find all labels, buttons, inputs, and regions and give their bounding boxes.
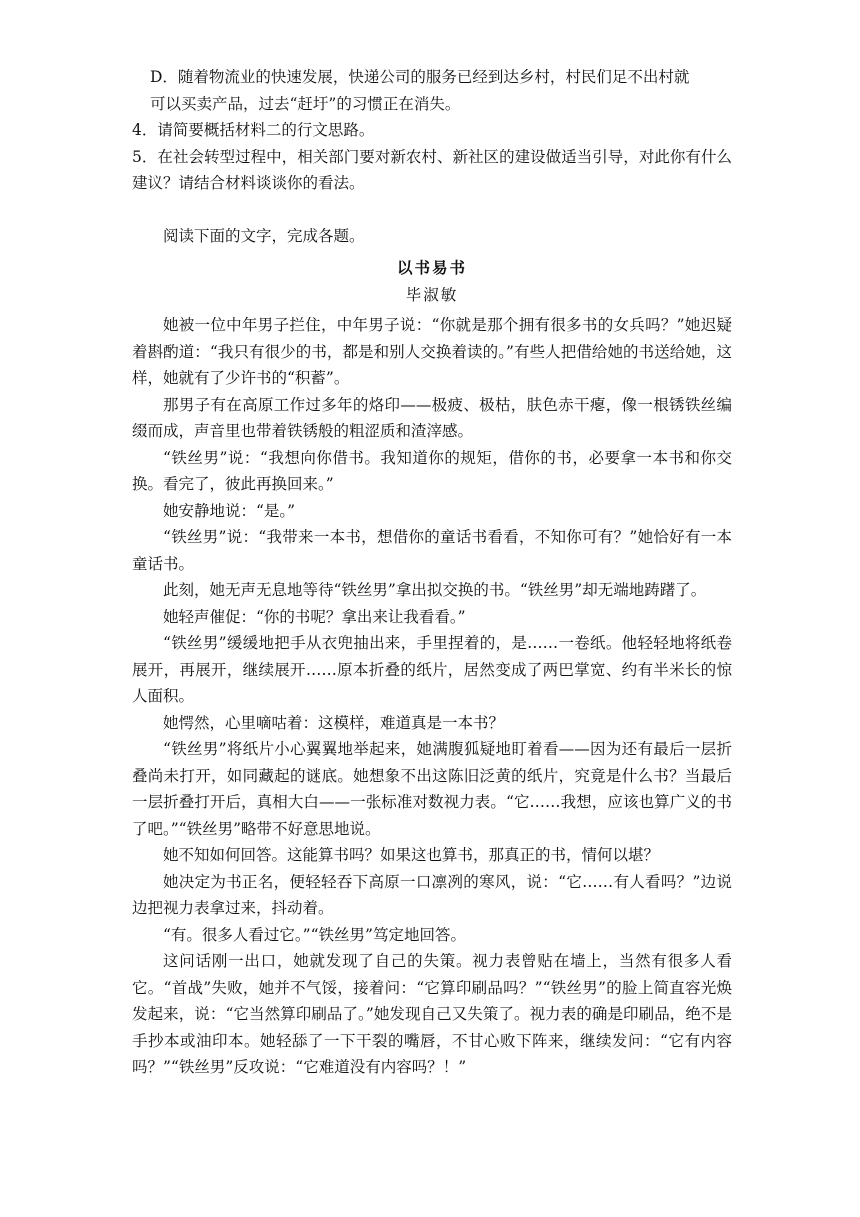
- paragraph: 她安静地说：“是。”: [163, 501, 296, 520]
- question-5: 5．在社会转型过程中，相关部门要对新农村、新社区的建设做适当引导，对此你有什么建议？请结合材料谈谈你的看法。: [132, 147, 732, 192]
- paragraph: 她被一位中年男子拦住，中年男子说：“你就是那个拥有很多书的女兵吗？”她迟疑着斟酌道：“我只有很少的书，都是和别人交换着读的。”有些人把借给她的书送给她，这样，她就有了少许书的“积蓄”。: [132, 316, 732, 387]
- paragraph: “铁丝男”说：“我带来一本书，想借你的童话书看看，不知你可有？”她恰好有一本童话书。: [132, 528, 732, 573]
- paragraph: 她决定为书正名，便轻轻吞下高原一口凛冽的寒风，说：“它……有人看吗？”边说边把视力表拿过来，抖动着。: [132, 872, 732, 917]
- paragraph: “铁丝男”说：“我想向你借书。我知道你的规矩，借你的书，必要拿一本书和你交换。看完了，彼此再换回来。”: [132, 448, 732, 493]
- option-d-line2: 可以买卖产品，过去“赶圩”的习惯正在消失。: [150, 94, 461, 113]
- spacer: [132, 197, 732, 223]
- paragraph: 她不知如何回答。这能算书吗？如果这也算书，那真正的书，情何以堪？: [163, 846, 660, 864]
- option-d-line1: D．随着物流业的快速发展，快递公司的服务已经到达乡村，村民们足不出村就: [150, 68, 690, 86]
- article-author: 毕淑敏: [405, 285, 459, 304]
- paragraph: 那男子有在高原工作过多年的烙印——极疲、极枯，肤色赤干瘪，像一根锈铁丝编缀而成，声音里也带着铁锈般的粗涩质和渣滓感。: [132, 395, 732, 440]
- paragraph: “铁丝男”缓缓地把手从衣兜抽出来，手里捏着的，是……一卷纸。他轻轻地将纸卷展开，再展开，继续展开……原本折叠的纸片，居然变成了两巴掌宽、约有半米长的惊人面积。: [132, 634, 732, 705]
- paragraph: 此刻，她无声无息地等待“铁丝男”拿出拟交换的书。“铁丝男”却无端地踌躇了。: [163, 581, 707, 599]
- instruction: 阅读下面的文字，完成各题。: [163, 226, 365, 245]
- question-4: 4．请简要概括材料二的行文思路。: [132, 121, 375, 139]
- paragraph: “铁丝男”将纸片小心翼翼地举起来，她满腹狐疑地盯着看——因为还有最后一层折叠尚未打开，如同藏起的谜底。她想象不出这陈旧泛黄的纸片，究竟是什么书？当最后一层折叠打开后，真相大白——一张标准对数视力表。“它……我想，应该也算广义的书了吧。”“铁丝男”略带不好意思地说。: [132, 740, 732, 838]
- article-title: 以书易书: [396, 258, 467, 277]
- paragraph: 这问话刚一出口，她就发现了自己的失策。视力表曾贴在墙上，当然有很多人看它。“首战”失败，她并不气馁，接着问：“它算印刷品吗？”“铁丝男”的脸上简直容光焕发起来，说：“它当然算印刷品了。”她发现自己又失策了。视力表的确是印刷品，绝不是手抄本或油印本。她轻舔了一下干裂的嘴唇，不甘心败下阵来，继续发问：“它有内容吗？”“铁丝男”反攻说：“它难道没有内容吗？！”: [132, 952, 732, 1076]
- document-body: [132, 64, 732, 1081]
- paragraph: 她轻声催促：“你的书呢？拿出来让我看看。”: [163, 607, 466, 626]
- paragraph: 她愕然，心里嘀咕着：这模样，难道真是一本书？: [163, 713, 505, 732]
- paragraph: “有。很多人看过它。”“铁丝男”笃定地回答。: [163, 925, 466, 944]
